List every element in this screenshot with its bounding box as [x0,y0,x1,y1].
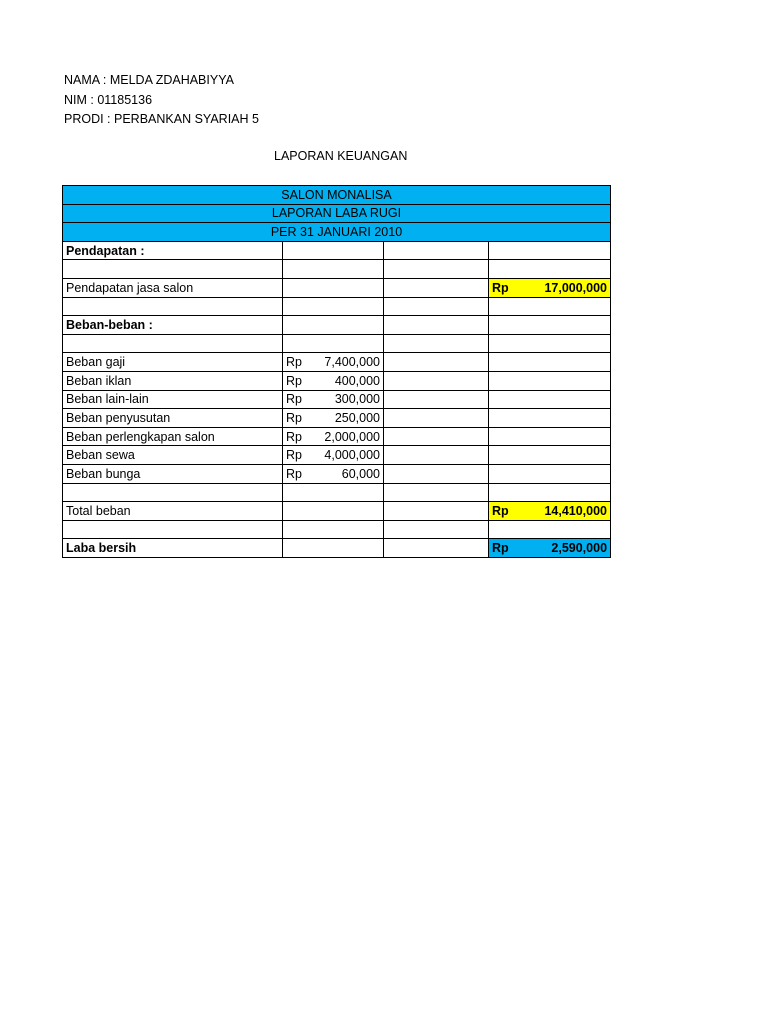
empty-cell [489,520,611,539]
empty-cell [283,278,384,297]
expense-row [63,390,611,409]
laba-bersih-amount: 2,590,000 [551,541,608,556]
laba-bersih-row [63,539,611,558]
currency-label: Rp [286,355,302,370]
currency-label: Rp [492,541,509,556]
empty-cell [384,278,489,297]
currency-label: Rp [286,466,302,481]
total-beban-label: Total beban [63,502,283,521]
table-row [63,316,611,335]
pendapatan-amount: 17,000,000 [544,280,608,295]
expense-amount: 400,000 [334,373,380,388]
currency-label: Rp [286,410,302,425]
empty-cell [489,409,611,428]
empty-cell [384,241,489,260]
currency-label: Rp [492,280,509,295]
currency-label: Rp [492,503,509,518]
statement-period: PER 31 JANUARI 2010 [63,223,611,242]
empty-cell [384,409,489,428]
student-name: NAMA : MELDA ZDAHABIYYA [64,73,234,87]
empty-cell [384,539,489,558]
expense-amount-cell [283,427,384,446]
empty-cell [384,260,489,279]
empty-cell [489,371,611,390]
total-beban-row [63,502,611,521]
expense-label: Beban iklan [63,371,283,390]
laba-bersih-label: Laba bersih [63,539,283,558]
empty-cell [283,502,384,521]
empty-cell [384,297,489,316]
expense-row [63,427,611,446]
expense-amount-cell [283,371,384,390]
total-beban-amount: 14,410,000 [544,503,608,518]
empty-cell [63,334,283,353]
expense-amount: 7,400,000 [324,355,380,370]
expense-amount: 250,000 [334,410,380,425]
empty-cell [283,260,384,279]
empty-cell [283,520,384,539]
expense-amount-cell [283,464,384,483]
company-name: SALON MONALISA [63,186,611,205]
expense-row [63,353,611,372]
table-row [63,241,611,260]
expense-amount: 60,000 [341,466,380,481]
empty-cell [63,297,283,316]
header-row-statement [63,204,611,223]
empty-cell [489,446,611,465]
empty-cell [283,334,384,353]
student-info [64,71,259,130]
empty-cell [489,483,611,502]
table-row [63,278,611,297]
expense-label: Beban bunga [63,464,283,483]
report-title: LAPORAN KEUANGAN [274,149,408,163]
pendapatan-item-label: Pendapatan jasa salon [63,278,283,297]
empty-cell [384,427,489,446]
income-statement-table [62,185,611,558]
expense-amount: 4,000,000 [324,448,380,463]
expense-amount: 2,000,000 [324,429,380,444]
empty-cell [384,334,489,353]
currency-label: Rp [286,448,302,463]
section-label-beban: Beban-beban : [63,316,283,335]
table-row [63,483,611,502]
empty-cell [384,520,489,539]
expense-row [63,464,611,483]
laba-bersih-cell [489,539,611,558]
table-row [63,297,611,316]
empty-cell [384,371,489,390]
expense-label: Beban gaji [63,353,283,372]
empty-cell [283,241,384,260]
expense-amount-cell [283,353,384,372]
empty-cell [63,260,283,279]
empty-cell [63,520,283,539]
header-row-period [63,223,611,242]
empty-cell [489,390,611,409]
empty-cell [489,464,611,483]
expense-label: Beban penyusutan [63,409,283,428]
expense-amount-cell [283,390,384,409]
currency-label: Rp [286,429,302,444]
expense-amount-cell [283,446,384,465]
empty-cell [489,297,611,316]
student-nim: NIM : 01185136 [64,92,153,107]
empty-cell [384,464,489,483]
empty-cell [489,427,611,446]
header-row-company [63,186,611,205]
expense-row [63,446,611,465]
empty-cell [384,502,489,521]
section-label-pendapatan: Pendapatan : [63,241,283,260]
expense-amount-cell [283,409,384,428]
empty-cell [489,334,611,353]
empty-cell [489,260,611,279]
empty-cell [63,483,283,502]
empty-cell [384,316,489,335]
expense-label: Beban perlengkapan salon [63,427,283,446]
empty-cell [384,483,489,502]
empty-cell [384,353,489,372]
table-row [63,260,611,279]
pendapatan-total-cell [489,278,611,297]
expense-amount: 300,000 [334,392,380,407]
expense-label: Beban lain-lain [63,390,283,409]
empty-cell [283,316,384,335]
total-beban-cell [489,502,611,521]
empty-cell [489,241,611,260]
expense-row [63,371,611,390]
empty-cell [283,483,384,502]
currency-label: Rp [286,373,302,388]
statement-name: LAPORAN LABA RUGI [63,204,611,223]
empty-cell [489,353,611,372]
expense-label: Beban sewa [63,446,283,465]
expense-row [63,409,611,428]
currency-label: Rp [286,392,302,407]
student-prodi: PRODI : PERBANKAN SYARIAH 5 [64,112,259,126]
table-row [63,520,611,539]
empty-cell [384,390,489,409]
empty-cell [384,446,489,465]
table-row [63,334,611,353]
empty-cell [283,539,384,558]
empty-cell [283,297,384,316]
empty-cell [489,316,611,335]
